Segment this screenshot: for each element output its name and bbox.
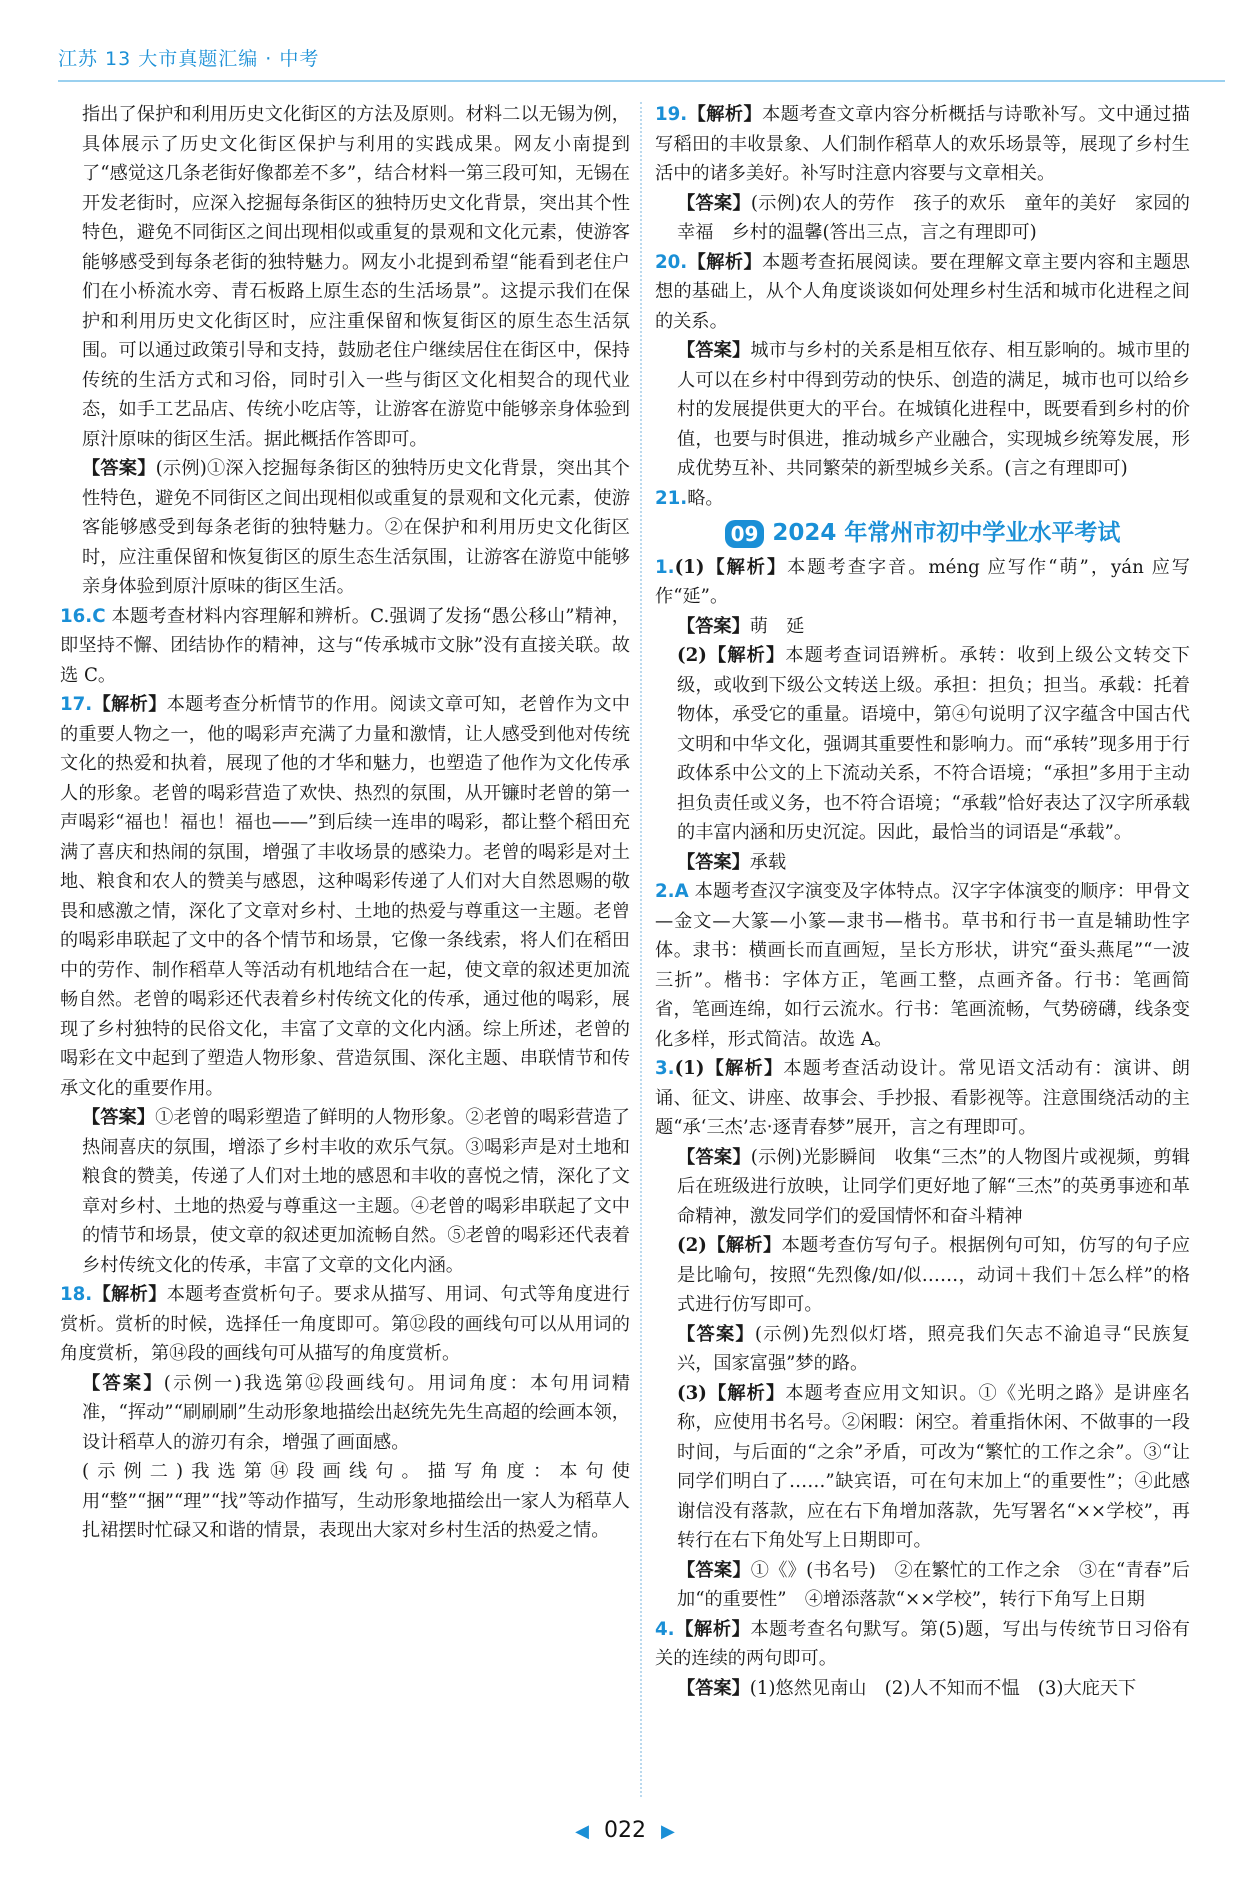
answer-paragraph <box>655 1231 1190 1320</box>
answer-label: 【答案】 <box>677 1323 755 1345</box>
choice-answer: A <box>674 881 689 902</box>
paragraph-text: ①《》(书名号) ②在繁忙的工作之余 ③在“青春”后加“的重要性” ④增添落款“××学校”，转行下角写上日期 <box>677 1559 1190 1610</box>
paragraph-text: 本题考查词语辨析。承转：收到上级公文转交下级，或收到下级公文转送上级。承担：担负；担当。承载：托着物体，承受它的重量。语境中，第④句说明了汉字蕴含中国古代文明和中华文化，强调其重要性和影响力。而“承转”现多用于行政体系中公文的上下流动关系，不符合语境；“承担”多用于主动担负责任或义务，也不符合语境；“承载”恰好表达了汉字所承载的丰富内涵和历史沉淀。因此，最恰当的词语是“承载”。 <box>677 645 1190 843</box>
answer-label: 【解析】 <box>687 251 763 273</box>
answer-paragraph <box>655 1556 1190 1615</box>
paragraph-text: (示例)农人的劳作 孩子的欢乐 童年的美好 家园的幸福 乡村的温馨(答出三点，言之有理即可) <box>677 192 1190 243</box>
answer-label: 【答案】 <box>677 340 751 361</box>
paragraph-text: 略。 <box>687 487 724 509</box>
answer-paragraph <box>60 1280 630 1369</box>
paragraph-text: (示例)①深入挖掘每条街区的独特历史文化背景，突出其个性特色，避免不同街区之间出现相似或重复的景观和文化元素，使游客能够感受到每条老街的独特魅力。②在保护和利用历史文化街区时，应注重保留和恢复街区的原生态生活氛围，让游客在游览中能够亲身体验到原汁原味的街区生活。 <box>82 458 630 597</box>
running-header-title: 江苏 13 大市真题汇编 · 中考 <box>58 48 320 70</box>
answer-paragraph <box>655 612 1190 642</box>
answer-label: 【答案】 <box>677 615 750 637</box>
answer-paragraph <box>655 100 1190 189</box>
paragraph-text: (1)悠然见南山 (2)人不知而不愠 (3)大庇天下 <box>749 1677 1137 1699</box>
answer-paragraph <box>60 1369 630 1458</box>
answer-label: 【答案】 <box>677 192 751 214</box>
paragraph-text: 本题考查字音。méng 应写作“萌”，yán 应写作“延”。 <box>655 556 1190 607</box>
answer-paragraph <box>655 553 1190 612</box>
question-number: 18. <box>60 1284 93 1305</box>
answer-label: (1)【解析】 <box>674 1058 784 1079</box>
answer-paragraph <box>655 1615 1190 1674</box>
header-rule <box>58 80 1225 82</box>
paragraph-text: 本题考查赏析句子。要求从描写、用词、句式等角度进行赏析。赏析的时候，选择任一角度即可。第⑫段的画线句可以从用词的角度赏析，第⑭段的画线句可从描写的角度赏析。 <box>60 1284 630 1364</box>
right-column-top <box>655 100 1190 513</box>
right-column-bottom <box>655 553 1190 1704</box>
answer-paragraph <box>655 877 1190 1054</box>
answer-paragraph <box>60 690 630 1103</box>
answer-paragraph <box>655 189 1190 248</box>
answer-paragraph <box>655 1379 1190 1556</box>
answer-paragraph <box>655 1674 1190 1704</box>
answer-paragraph <box>60 602 630 691</box>
choice-answer: C <box>92 605 106 627</box>
page-footer <box>0 1818 1250 1843</box>
paragraph-text: 本题考查名句默写。第(5)题，写出与传统节日习俗有关的连续的两句即可。 <box>655 1618 1190 1669</box>
answer-label: 【答案】 <box>677 1677 750 1699</box>
answer-paragraph <box>655 336 1190 484</box>
paragraph-text: 本题考查活动设计。常见语文活动有：演讲、朗诵、征文、讲座、故事会、手抄报、看影视等。注意围绕活动的主题“承‘三杰’志·逐青春梦”展开，言之有理即可。 <box>655 1058 1190 1138</box>
answer-paragraph <box>655 1320 1190 1379</box>
section-title: 2024 年常州市初中学业水平考试 <box>772 520 1121 546</box>
paragraph-text: 萌 延 <box>749 615 805 637</box>
paragraph-text: 本题考查拓展阅读。要在理解文章主要内容和主题思想的基础上，从个人角度谈谈如何处理乡村生活和城市化进程之间的关系。 <box>655 251 1190 332</box>
answer-paragraph <box>60 454 630 602</box>
prev-page-icon: ◀ <box>575 1821 589 1842</box>
answer-paragraph <box>655 484 1190 514</box>
answer-label: 【解析】 <box>687 104 763 125</box>
question-number: 21. <box>655 487 688 509</box>
paragraph-text: 城市与乡村的关系是相互依存、相互影响的。城市里的人可以在乡村中得到劳动的快乐、创造的满足，城市也可以给乡村的发展提供更大的平台。在城镇化进程中，既要看到乡村的价值，也要与时俱进，推动城乡产业融合，实现城乡统筹发展，形成优势互补、共同繁荣的新型城乡关系。(言之有理即可) <box>677 340 1190 479</box>
answer-paragraph <box>655 641 1190 848</box>
paragraph-text: 承载 <box>749 851 787 873</box>
answer-label: (2)【解析】 <box>677 1235 782 1256</box>
answer-paragraph <box>60 1103 630 1280</box>
question-number: 4. <box>655 1618 675 1640</box>
answer-label: 【答案】 <box>82 1372 164 1394</box>
paragraph-text: (示例一)我选第⑫段画线句。用词角度：本句用词精准，“挥动”“刷刷刷”生动形象地描绘出赵统先先生高超的绘画本领，设计稻草人的游刃有余，增强了画面感。 <box>82 1372 630 1453</box>
question-number: 16. <box>60 605 93 627</box>
answer-label: 【答案】 <box>677 851 750 873</box>
answer-label: 【解析】 <box>674 1618 751 1640</box>
question-number: 1. <box>655 556 675 578</box>
question-number: 3. <box>655 1058 675 1079</box>
right-column <box>655 100 1190 1703</box>
column-divider <box>640 102 642 1797</box>
paragraph-text: 本题考查应用文知识。①《光明之路》是讲座名称，应使用书名号。②闲暇：闲空。着重指休闲、不做事的一段时间，与后面的“之余”矛盾，可改为“繁忙的工作之余”。③“让同学们明白了……”缺宾语，可在句末加上“的重要性”；④此感谢信没有落款，应在右下角增加落款，先写署名“××学校”，再转行在右下角处写上日期即可。 <box>677 1382 1190 1551</box>
paragraph-text: (示例)光影瞬间 收集“三杰”的人物图片或视频，剪辑后在班级进行放映，让同学们更好地了解“三杰”的英勇事迹和革命精神，激发同学们的爱国情怀和奋斗精神 <box>677 1146 1190 1227</box>
answer-paragraph <box>60 1457 630 1546</box>
paragraph-text: ①老曾的喝彩塑造了鲜明的人物形象。②老曾的喝彩营造了热闹喜庆的氛围，增添了乡村丰收的欢乐气氛。③喝彩声是对土地和粮食的赞美，传递了人们对土地的感恩和丰收的喜悦之情，深化了文章对乡村、土地的热爱与尊重这一主题。④老曾的喝彩串联起了文中的情节和场景，使文章的叙述更加流畅自然。⑤老曾的喝彩还代表着乡村传统文化的传承，丰富了文章的文化内涵。 <box>82 1107 630 1276</box>
paragraph-text: 本题考查仿写句子。根据例句可知，仿写的句子应是比喻句，按照“先烈像/如/似……，动词＋我们＋怎么样”的格式进行仿写即可。 <box>677 1235 1190 1315</box>
left-column <box>60 100 630 1546</box>
answer-label: 【解析】 <box>92 1284 167 1305</box>
paragraph-text: 本题考查文章内容分析概括与诗歌补写。文中通过描写稻田的丰收景象、人们制作稻草人的欢乐场景等，展现了乡村生活中的诸多美好。补写时注意内容要与文章相关。 <box>655 104 1190 184</box>
question-number: 20. <box>655 251 688 273</box>
question-number: 19. <box>655 104 688 125</box>
answer-label: 【答案】 <box>82 1107 156 1128</box>
answer-paragraph <box>60 100 630 454</box>
answer-label: 【答案】 <box>82 458 156 479</box>
page-number: 022 <box>604 1818 646 1843</box>
answer-label: 【答案】 <box>677 1559 751 1581</box>
section-badge: 09 <box>725 520 765 548</box>
answer-paragraph <box>655 248 1190 337</box>
answer-paragraph <box>655 1143 1190 1232</box>
question-number: 2. <box>655 881 675 902</box>
paragraph-text: 本题考查汉字演变及字体特点。汉字字体演变的顺序：甲骨文—金文—大篆—小篆—隶书—楷书。草书和行书一直是辅助性字体。隶书：横画长而直画短，呈长方形状，讲究“蚕头燕尾”“一波三折”。楷书：字体方正，笔画工整，点画齐备。行书：笔画简省，笔画连绵，如行云流水。行书：笔画流畅，气势磅礴，线条变化多样，形式简洁。故选 A。 <box>655 881 1190 1050</box>
answer-label: (3)【解析】 <box>677 1382 786 1404</box>
answer-label: (1)【解析】 <box>674 556 788 578</box>
paragraph-text: (示例二)我选第⑭段画线句。描写角度：本句使用“整”“捆”“理”“找”等动作描写，生动形象地描绘出一家人为稻草人扎裙摆时忙碌又和谐的情景，表现出大家对乡村生活的热爱之情。 <box>82 1461 630 1541</box>
answer-paragraph <box>655 1054 1190 1143</box>
answer-label: (2)【解析】 <box>677 645 786 666</box>
paragraph-text: 本题考查材料内容理解和辨析。C.强调了发扬“愚公移山”精神，即坚持不懈、团结协作的精神，这与“传承城市文脉”没有直接关联。故选 C。 <box>60 605 630 686</box>
answer-label: 【解析】 <box>92 694 167 715</box>
question-number: 17. <box>60 694 93 715</box>
paragraph-text: 本题考查分析情节的作用。阅读文章可知，老曾作为文中的重要人物之一，他的喝彩声充满了力量和激情，让人感受到他对传统文化的热爱和执着，展现了他的才华和魅力，也塑造了他作为文化传承人的形象。老曾的喝彩营造了欢快、热烈的氛围，从开镰时老曾的第一声喝彩“福也！福也！福也——”到后续一连串的喝彩，都让整个稻田充满了喜庆和热闹的氛围，增强了丰收场景的感染力。老曾的喝彩是对土地、粮食和农人的赞美与感恩，这种喝彩传递了人们对大自然恩赐的敬畏和感激之情，深化了文章对乡村、土地的热爱与尊重这一主题。老曾的喝彩串联起了文中的各个情节和场景，它像一条线索，将人们在稻田中的劳作、制作稻草人等活动有机地结合在一起，使文章的叙述更加流畅自然。老曾的喝彩还代表着乡村传统文化的传承，通过他的喝彩，展现了乡村独特的民俗文化，丰富了文章的文化内涵。综上所述，老曾的喝彩在文中起到了塑造人物形象、营造氛围、深化主题、串联情节和传承文化的重要作用。 <box>60 694 630 1099</box>
next-page-icon: ▶ <box>661 1821 675 1842</box>
paragraph-text: (示例)先烈似灯塔，照亮我们矢志不渝追寻“民族复兴，国家富强”梦的路。 <box>677 1323 1190 1374</box>
section-heading <box>655 519 1190 549</box>
answer-label: 【答案】 <box>677 1146 751 1168</box>
paragraph-text: 指出了保护和利用历史文化街区的方法及原则。材料二以无锡为例，具体展示了历史文化街区保护与利用的实践成果。网友小南提到了“感觉这几条老街好像都差不多”，结合材料一第三段可知，无锡在开发老街时，应深入挖掘每条街区的独特历史文化背景，突出其个性特色，避免不同街区之间出现相似或重复的景观和文化元素，使游客能够感受到每条老街的独特魅力。网友小北提到希望“能看到老住户们在小桥流水旁、青石板路上原生态的生活场景”。这提示我们在保护和利用历史文化街区时，应注重保留和恢复街区的原生态生活氛围。可以通过政策引导和支持，鼓励老住户继续居住在街区中，保持传统的生活方式和习俗，同时引入一些与街区文化相契合的现代业态，如手工艺品店、传统小吃店等，让游客在游览中能够亲身体验到原汁原味的街区生活。据此概括作答即可。 <box>82 104 630 450</box>
answer-paragraph <box>655 848 1190 878</box>
